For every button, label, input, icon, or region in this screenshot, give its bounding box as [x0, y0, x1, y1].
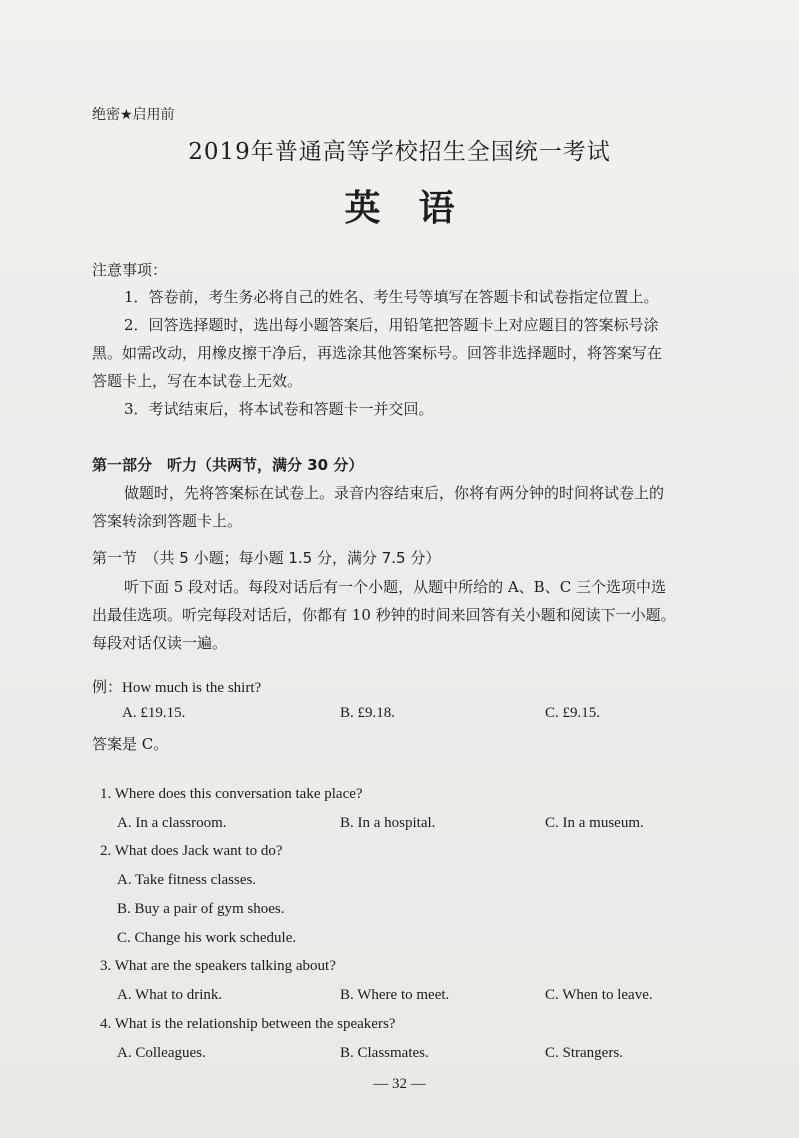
question-2-option-b: B. Buy a pair of gym shoes. — [117, 901, 285, 917]
question-2-option-a: A. Take fitness classes. — [117, 872, 257, 888]
example-option-c: C. £9.15. — [545, 705, 601, 721]
question-3-option-c: C. When to leave. — [545, 987, 653, 1003]
question-3-option-b: B. Where to meet. — [340, 987, 450, 1003]
question-3-option-a: A. What to drink. — [117, 987, 223, 1003]
page-number: — 32 — — [373, 1076, 426, 1092]
question-4-option-c: C. Strangers. — [545, 1045, 623, 1061]
question-1-option-c: C. In a museum. — [545, 815, 644, 831]
question-1: 1. Where does this conversation take place? — [100, 786, 363, 802]
question-1-option-b: B. In a hospital. — [340, 815, 436, 831]
question-4-option-a: A. Colleagues. — [117, 1045, 206, 1061]
section1-line: 每段对话仅读一遍。 — [92, 634, 228, 652]
section1-line: 出最佳选项。听完每段对话后，你都有 10 秒钟的时间来回答有关小题和阅读下一小题。 — [92, 606, 676, 624]
notice-item: 黑。如需改动，用橡皮擦干净后，再选涂其他答案标号。回答非选择题时，将答案写在 — [92, 344, 663, 362]
part1-line: 做题时，先将答案标在试卷上。录音内容结束后，你将有两分钟的时间将试卷上的 — [124, 484, 665, 502]
question-4: 4. What is the relationship between the speakers? — [100, 1016, 396, 1032]
question-3: 3. What are the speakers talking about? — [100, 958, 336, 974]
example-answer: 答案是 C。 — [92, 735, 169, 753]
notice-item: 3．考试结束后，将本试卷和答题卡一并交回。 — [124, 400, 434, 418]
notice-heading: 注意事项： — [92, 261, 168, 279]
exam-title: 2019年普通高等学校招生全国统一考试 — [188, 139, 611, 165]
question-2-option-c: C. Change his work schedule. — [117, 930, 297, 946]
part1-line: 答案转涂到答题卡上。 — [92, 512, 243, 530]
notice-item: 1．答卷前，考生务必将自己的姓名、考生号等填写在答题卡和试卷指定位置上。 — [124, 288, 659, 306]
example-question: 例：How much is the shirt? — [92, 680, 262, 696]
example-option-b: B. £9.18. — [340, 705, 396, 721]
question-2: 2. What does Jack want to do? — [100, 843, 283, 859]
section1-heading: 第一节 （共 5 小题；每小题 1.5 分，满分 7.5 分） — [92, 549, 441, 567]
section1-line: 听下面 5 段对话。每段对话后有一个小题，从题中所给的 A、B、C 三个选项中选 — [124, 578, 666, 596]
example-option-a: A. £19.15. — [122, 705, 186, 721]
question-4-option-b: B. Classmates. — [340, 1045, 429, 1061]
notice-item: 答题卡上，写在本试卷上无效。 — [92, 372, 303, 390]
question-1-option-a: A. In a classroom. — [117, 815, 227, 831]
notice-item: 2．回答选择题时，选出每小题答案后，用铅笔把答题卡上对应题目的答案标号涂 — [124, 316, 659, 334]
part1-heading: 第一部分 听力（共两节，满分 30 分） — [92, 456, 364, 474]
subject-title: 英语 — [344, 187, 493, 229]
secret-label: 绝密★启用前 — [92, 107, 175, 123]
